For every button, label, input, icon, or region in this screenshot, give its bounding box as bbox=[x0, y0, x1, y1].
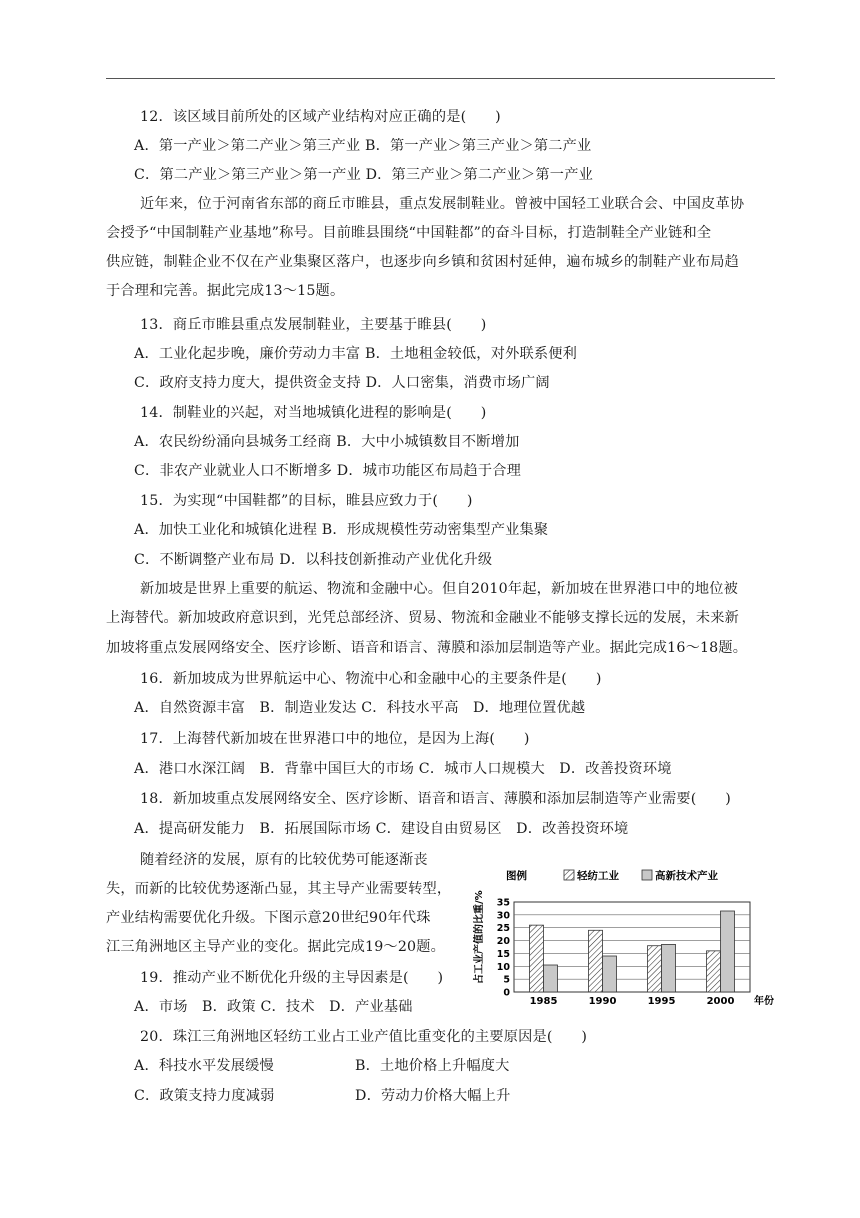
question-20-option-c: C．政策支持力度减弱 bbox=[134, 1088, 275, 1104]
question-17: 17．上海替代新加坡在世界港口中的地位，是因为上海( ) bbox=[140, 731, 530, 747]
y-tick-label: 10 bbox=[496, 961, 510, 973]
y-tick-label: 25 bbox=[496, 923, 510, 935]
y-tick-label: 0 bbox=[503, 987, 510, 999]
question-12-options-cd: C．第二产业＞第三产业＞第一产业 D．第三产业＞第二产业＞第一产业 bbox=[134, 167, 593, 183]
bar-high-tech-2000 bbox=[721, 911, 735, 992]
header-rule bbox=[106, 78, 775, 79]
bar-light-textile-2000 bbox=[707, 951, 721, 992]
question-15-options-cd: C．不断调整产业布局 D．以科技创新推动产业优化升级 bbox=[134, 552, 493, 568]
question-13: 13．商丘市睢县重点发展制鞋业，主要基于睢县( ) bbox=[140, 317, 487, 333]
question-16: 16．新加坡成为世界航运中心、物流中心和金融中心的主要条件是( ) bbox=[140, 671, 602, 687]
question-12-options-ab: A．第一产业＞第二产业＞第三产业 B．第一产业＞第三产业＞第二产业 bbox=[134, 138, 592, 154]
bar-light-textile-1990 bbox=[589, 930, 603, 992]
y-tick-label: 30 bbox=[496, 910, 510, 922]
bar-high-tech-1990 bbox=[603, 956, 617, 992]
x-tick-label: 1985 bbox=[529, 996, 558, 1007]
passage-2-line-2: 上海替代。新加坡政府意识到，光凭总部经济、贸易、物流和金融业不能够支撑长远的发展，未来新 bbox=[106, 610, 740, 626]
legend-swatch-high-tech bbox=[642, 870, 652, 880]
legend-title: 图例 bbox=[506, 870, 527, 882]
question-18: 18．新加坡重点发展网络安全、医疗诊断、语音和语言、薄膜和添加层制造等产业需要( ) bbox=[140, 791, 732, 807]
legend-label-high-tech: 高新技术产业 bbox=[655, 870, 718, 882]
passage-1-line-2: 会授予“中国制鞋产业基地”称号。目前睢县围绕“中国鞋都”的奋斗目标，打造制鞋全产业链和全 bbox=[106, 225, 712, 241]
x-tick-label: 1995 bbox=[647, 996, 676, 1007]
question-19-options: A．市场 B．政策 C．技术 D．产业基础 bbox=[134, 999, 413, 1015]
question-16-options: A．自然资源丰富 B．制造业发达 C．科技水平高 D．地理位置优越 bbox=[134, 700, 586, 716]
question-20-option-b: B．土地价格上升幅度大 bbox=[355, 1058, 510, 1074]
passage-3-line-4: 江三角洲地区主导产业的变化。据此完成19～20题。 bbox=[106, 939, 446, 955]
bar-light-textile-1985 bbox=[530, 925, 544, 992]
passage-1-line-3: 供应链，制鞋企业不仅在产业集聚区落户，也逐步向乡镇和贫困村延伸，遍布城乡的制鞋产业布局趋 bbox=[106, 254, 740, 270]
question-20: 20．珠江三角洲地区轻纺工业占工业产值比重变化的主要原因是( ) bbox=[140, 1029, 588, 1045]
question-20-option-a: A．科技水平发展缓慢 bbox=[134, 1058, 274, 1074]
industry-share-bar-chart bbox=[466, 866, 774, 1016]
y-tick-label: 15 bbox=[496, 948, 510, 960]
passage-2-line-1: 新加坡是世界上重要的航运、物流和金融中心。但自2010年起，新加坡在世界港口中的地位被 bbox=[140, 581, 739, 597]
question-20-option-d: D．劳动力价格大幅上升 bbox=[355, 1088, 511, 1104]
question-14-options-ab: A．农民纷纷涌向县城务工经商 B．大中小城镇数目不断增加 bbox=[134, 434, 520, 450]
question-12: 12．该区域目前所处的区域产业结构对应正确的是( ) bbox=[140, 109, 501, 125]
bar-high-tech-1995 bbox=[662, 944, 676, 992]
passage-2-line-3: 加坡将重点发展网络安全、医疗诊断、语音和语言、薄膜和添加层制造等产业。据此完成16～18题。 bbox=[106, 640, 748, 656]
bar-light-textile-1995 bbox=[648, 946, 662, 992]
bar-high-tech-1985 bbox=[544, 965, 558, 992]
passage-1-line-1: 近年来，位于河南省东部的商丘市睢县，重点发展制鞋业。曾被中国轻工业联合会、中国皮革协 bbox=[140, 196, 745, 212]
question-19: 19．推动产业不断优化升级的主导因素是( ) bbox=[140, 970, 444, 986]
passage-1-line-4: 于合理和完善。据此完成13～15题。 bbox=[106, 283, 345, 299]
y-axis-label: 占工业产值的比重/% bbox=[474, 890, 485, 984]
chart-legend bbox=[506, 869, 718, 882]
question-14: 14．制鞋业的兴起，对当地城镇化进程的影响是( ) bbox=[140, 405, 487, 421]
question-15-options-ab: A．加快工业化和城镇化进程 B．形成规模性劳动密集型产业集聚 bbox=[134, 522, 549, 538]
x-tick-label: 1990 bbox=[588, 996, 617, 1007]
x-axis-label: 年份 bbox=[754, 996, 774, 1007]
passage-3-line-1: 随着经济的发展，原有的比较优势可能逐渐丧 bbox=[140, 852, 428, 868]
question-13-options-ab: A．工业化起步晚，廉价劳动力丰富 B．土地租金较低，对外联系便利 bbox=[134, 346, 578, 362]
passage-3-line-3: 产业结构需要优化升级。下图示意20世纪90年代珠 bbox=[106, 910, 431, 926]
y-tick-label: 35 bbox=[496, 897, 510, 909]
legend-swatch-light-textile bbox=[564, 870, 574, 880]
question-17-options: A．港口水深江阔 B．背靠中国巨大的市场 C．城市人口规模大 D．改善投资环境 bbox=[134, 761, 672, 777]
y-tick-label: 20 bbox=[496, 936, 510, 948]
passage-3-line-2: 失，而新的比较优势逐渐凸显，其主导产业需要转型， bbox=[106, 881, 452, 897]
question-14-options-cd: C．非农产业就业人口不断增多 D．城市功能区布局趋于合理 bbox=[134, 463, 522, 479]
legend-label-light-textile: 轻纺工业 bbox=[577, 870, 619, 882]
x-tick-label: 2000 bbox=[706, 996, 735, 1007]
question-18-options: A．提高研发能力 B．拓展国际市场 C．建设自由贸易区 D．改善投资环境 bbox=[134, 821, 629, 837]
question-15: 15．为实现“中国鞋都”的目标，睢县应致力于( ) bbox=[140, 493, 473, 509]
question-13-options-cd: C．政府支持力度大，提供资金支持 D．人口密集，消费市场广阔 bbox=[134, 375, 550, 391]
y-tick-label: 5 bbox=[503, 974, 510, 986]
